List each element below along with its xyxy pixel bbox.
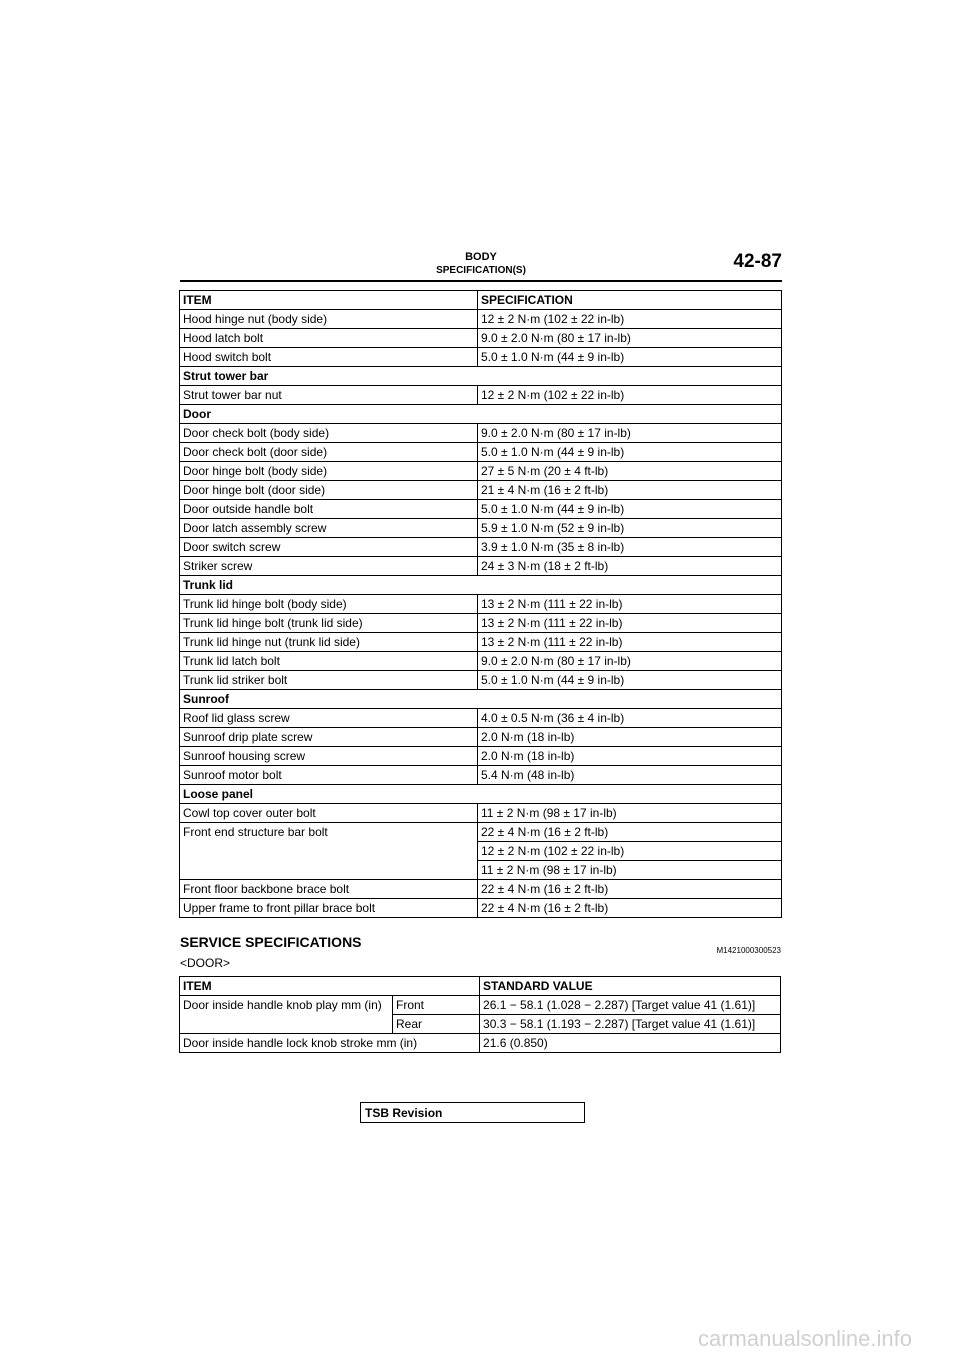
spec-cell: 13 ± 2 N·m (111 ± 22 in-lb): [478, 595, 782, 614]
section-row: [180, 367, 782, 386]
spec-cell: 11 ± 2 N·m (98 ± 17 in-lb): [478, 804, 782, 823]
item-cell: Trunk lid hinge bolt (trunk lid side): [180, 614, 478, 633]
subsection-title: SPECIFICATION(S): [436, 265, 526, 276]
spec-cell: 9.0 ± 2.0 N·m (80 ± 17 in-lb): [478, 329, 782, 348]
spec-header-row: [180, 291, 782, 310]
table-row: [180, 595, 782, 614]
item-cell: Door outside handle bolt: [180, 500, 478, 519]
table-row: [180, 557, 782, 576]
table-row: [180, 614, 782, 633]
table-row: [180, 310, 782, 329]
table-row: [180, 747, 782, 766]
section-label: Door: [180, 405, 782, 424]
doc-code: M1421000300523: [716, 946, 781, 955]
table-row: [180, 766, 782, 785]
page-number: 42-87: [733, 251, 782, 272]
table-row: [180, 996, 781, 1015]
spec-cell: 2.0 N·m (18 in-lb): [478, 728, 782, 747]
table-row: [180, 880, 782, 899]
item-cell: Door check bolt (body side): [180, 424, 478, 443]
spec-cell: 22 ± 4 N·m (16 ± 2 ft-lb): [478, 899, 782, 918]
page-header: [180, 250, 782, 282]
spec-cell: 5.0 ± 1.0 N·m (44 ± 9 in-lb): [478, 671, 782, 690]
spec-cell: 5.9 ± 1.0 N·m (52 ± 9 in-lb): [478, 519, 782, 538]
item-cell: Door switch screw: [180, 538, 478, 557]
item-cell: Door hinge bolt (door side): [180, 481, 478, 500]
item-cell: Door latch assembly screw: [180, 519, 478, 538]
table-row: [180, 823, 782, 842]
item-cell: Front floor backbone brace bolt: [180, 880, 478, 899]
table-row: [180, 709, 782, 728]
item-cell: Strut tower bar nut: [180, 386, 478, 405]
spec-cell: 5.0 ± 1.0 N·m (44 ± 9 in-lb): [478, 500, 782, 519]
table-row: [180, 481, 782, 500]
watermark: carmanualsonline.info: [697, 1326, 912, 1351]
spec-cell: 4.0 ± 0.5 N·m (36 ± 4 in-lb): [478, 709, 782, 728]
table-row: [180, 348, 782, 367]
table-row: [180, 500, 782, 519]
item-cell: Door check bolt (door side): [180, 443, 478, 462]
item-cell: Door hinge bolt (body side): [180, 462, 478, 481]
item-cell: Striker screw: [180, 557, 478, 576]
item-cell: Sunroof drip plate screw: [180, 728, 478, 747]
spec-cell: 5.0 ± 1.0 N·m (44 ± 9 in-lb): [478, 443, 782, 462]
item-cell: Sunroof housing screw: [180, 747, 478, 766]
spec-cell: 22 ± 4 N·m (16 ± 2 ft-lb): [478, 823, 782, 842]
section-label: Loose panel: [180, 785, 782, 804]
spec-cell: 24 ± 3 N·m (18 ± 2 ft-lb): [478, 557, 782, 576]
spec-cell: 2.0 N·m (18 in-lb): [478, 747, 782, 766]
table-row: [180, 728, 782, 747]
torque-spec-table: [179, 290, 782, 918]
spec-cell: 27 ± 5 N·m (20 ± 4 ft-lb): [478, 462, 782, 481]
service-spec-heading: SERVICE SPECIFICATIONS: [180, 934, 362, 950]
item-cell: Trunk lid hinge nut (trunk lid side): [180, 633, 478, 652]
spec-cell: 12 ± 2 N·m (102 ± 22 in-lb): [478, 386, 782, 405]
front-label: Front: [393, 996, 480, 1015]
spec-cell: 13 ± 2 N·m (111 ± 22 in-lb): [478, 633, 782, 652]
item-cell: Hood switch bolt: [180, 348, 478, 367]
item-cell: Trunk lid latch bolt: [180, 652, 478, 671]
table-row: [180, 652, 782, 671]
section-row: [180, 690, 782, 709]
spec-cell: 9.0 ± 2.0 N·m (80 ± 17 in-lb): [478, 652, 782, 671]
item-cell: Hood hinge nut (body side): [180, 310, 478, 329]
spec-cell: 22 ± 4 N·m (16 ± 2 ft-lb): [478, 880, 782, 899]
stroke-value: 21.6 (0.850): [480, 1034, 781, 1053]
table-row: [180, 538, 782, 557]
col-header-standard-value: STANDARD VALUE: [480, 977, 781, 996]
item-cell: Cowl top cover outer bolt: [180, 804, 478, 823]
table-row: [180, 443, 782, 462]
spec-table-body: [180, 291, 782, 918]
table-row: [180, 671, 782, 690]
item-cell: Front end structure bar bolt: [180, 823, 478, 880]
table-row: [180, 386, 782, 405]
item-cell: Sunroof motor bolt: [180, 766, 478, 785]
spec-cell: 21 ± 4 N·m (16 ± 2 ft-lb): [478, 481, 782, 500]
table-row: [180, 329, 782, 348]
item-cell: Roof lid glass screw: [180, 709, 478, 728]
std-header-row: [180, 977, 781, 996]
table-row: [180, 424, 782, 443]
front-value: 26.1 − 58.1 (1.028 − 2.287) [Target value 41 (1.61)]: [480, 996, 781, 1015]
spec-cell: 5.4 N·m (48 in-lb): [478, 766, 782, 785]
table-row: [180, 519, 782, 538]
spec-cell: 5.0 ± 1.0 N·m (44 ± 9 in-lb): [478, 348, 782, 367]
table-row: [180, 1034, 781, 1053]
item-cell: Upper frame to front pillar brace bolt: [180, 899, 478, 918]
spec-cell: 3.9 ± 1.0 N·m (35 ± 8 in-lb): [478, 538, 782, 557]
play-item: Door inside handle knob play mm (in): [180, 996, 393, 1034]
stroke-item: Door inside handle lock knob stroke mm (in): [180, 1034, 480, 1053]
item-cell: Hood latch bolt: [180, 329, 478, 348]
tsb-revision-box: TSB Revision: [360, 1102, 585, 1123]
section-label: Trunk lid: [180, 576, 782, 595]
section-label: Strut tower bar: [180, 367, 782, 386]
table-row: [180, 804, 782, 823]
section-row: [180, 405, 782, 424]
spec-cell: 11 ± 2 N·m (98 ± 17 in-lb): [478, 861, 782, 880]
spec-cell: 9.0 ± 2.0 N·m (80 ± 17 in-lb): [478, 424, 782, 443]
col-header-spec: SPECIFICATION: [478, 291, 782, 310]
item-cell: Trunk lid striker bolt: [180, 671, 478, 690]
section-label: Sunroof: [180, 690, 782, 709]
spec-cell: 12 ± 2 N·m (102 ± 22 in-lb): [478, 310, 782, 329]
item-cell: Trunk lid hinge bolt (body side): [180, 595, 478, 614]
section-title: BODY: [465, 251, 497, 263]
section-row: [180, 785, 782, 804]
section-row: [180, 576, 782, 595]
table-row: [180, 633, 782, 652]
service-spec-table: [179, 976, 781, 1053]
table-row: [180, 462, 782, 481]
col-header-item: ITEM: [180, 977, 480, 996]
rear-value: 30.3 − 58.1 (1.193 − 2.287) [Target value 41 (1.61)]: [480, 1015, 781, 1034]
spec-cell: 13 ± 2 N·m (111 ± 22 in-lb): [478, 614, 782, 633]
table-row: [180, 899, 782, 918]
rear-label: Rear: [393, 1015, 480, 1034]
spec-cell: 12 ± 2 N·m (102 ± 22 in-lb): [478, 842, 782, 861]
col-header-item: ITEM: [180, 291, 478, 310]
door-subheading: <DOOR>: [180, 956, 231, 970]
